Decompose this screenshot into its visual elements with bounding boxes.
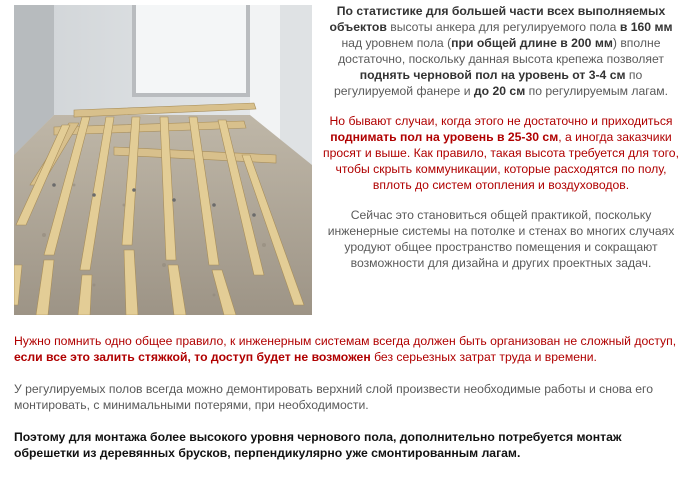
- paragraph-access-rule: [14, 333, 680, 365]
- paragraph-anchor-height: [322, 3, 680, 99]
- p4-bold-1: если все это залить стяжкой, то доступ будет не возможен: [14, 350, 371, 364]
- p2-text-2: , а иногда заказчики просят и выше. Как правило, такая высота требуется для того, чтобы скрыть коммуникации, которые расходятся по полу, вплоть до систем отопления и воздуховодов.: [323, 130, 679, 192]
- paragraph-dismantle: У регулируемых полов всегда можно демонтировать верхний слой произвести необходимые работы и снова его монтировать, с минимальными потерями, при необходимости.: [14, 382, 653, 412]
- floor-joists-photo: [14, 5, 312, 315]
- p1-bold-3: при общей длине в 200 мм: [451, 36, 613, 50]
- construction-photo-icon: [14, 5, 312, 315]
- p1-text-2: над уровнем пола (: [341, 36, 452, 50]
- p1-bold-1: По статистике для большей части всех выполняемых объектов: [329, 4, 666, 34]
- side-text-column: [322, 3, 680, 285]
- p1-bold-5: до 20 см: [473, 84, 526, 98]
- p1-text-1: высоты анкера для регулируемого пола: [386, 20, 620, 34]
- p2-bold-1: поднимать пол на уровень в 25-30 см: [330, 130, 559, 144]
- p1-bold-4: поднять черновой пол на уровень от 3-4 см: [359, 68, 626, 82]
- p4-text-1: Нужно помнить одно общее правило, к инженерным системам всегда должен быть организован не сложный доступ,: [14, 334, 677, 348]
- full-width-text: [14, 333, 680, 477]
- paragraph-raise-floor: [322, 113, 680, 193]
- p4-text-2: без серьезных затрат труда и времени.: [370, 350, 597, 364]
- p1-text-4: по регулируемой фанере и: [333, 68, 643, 98]
- p1-text-5: по регулируемым лагам.: [525, 84, 669, 98]
- p2-text-1: Но бывают случаи, когда этого не достаточно и приходиться: [329, 114, 673, 128]
- p1-bold-2: в 160 мм: [619, 20, 673, 34]
- paragraph-common-practice: Сейчас это становиться общей практикой, поскольку инженерные системы на потолке и стенах во многих случаях уродуют общее пространство помещения и сокращают возможности для дизайна и других проектных задач.: [327, 208, 675, 270]
- paragraph-conclusion: [14, 429, 680, 461]
- p6-bold: Поэтому для монтажа более высокого уровня чернового пола, дополнительно потребуется монтаж обрешетки из деревянных брусков, перпендикулярно уже смонтированным лагам.: [14, 430, 622, 460]
- p1-text-3: ) вполне достаточно, поскольку данная высота крепежа позволяет: [338, 36, 664, 66]
